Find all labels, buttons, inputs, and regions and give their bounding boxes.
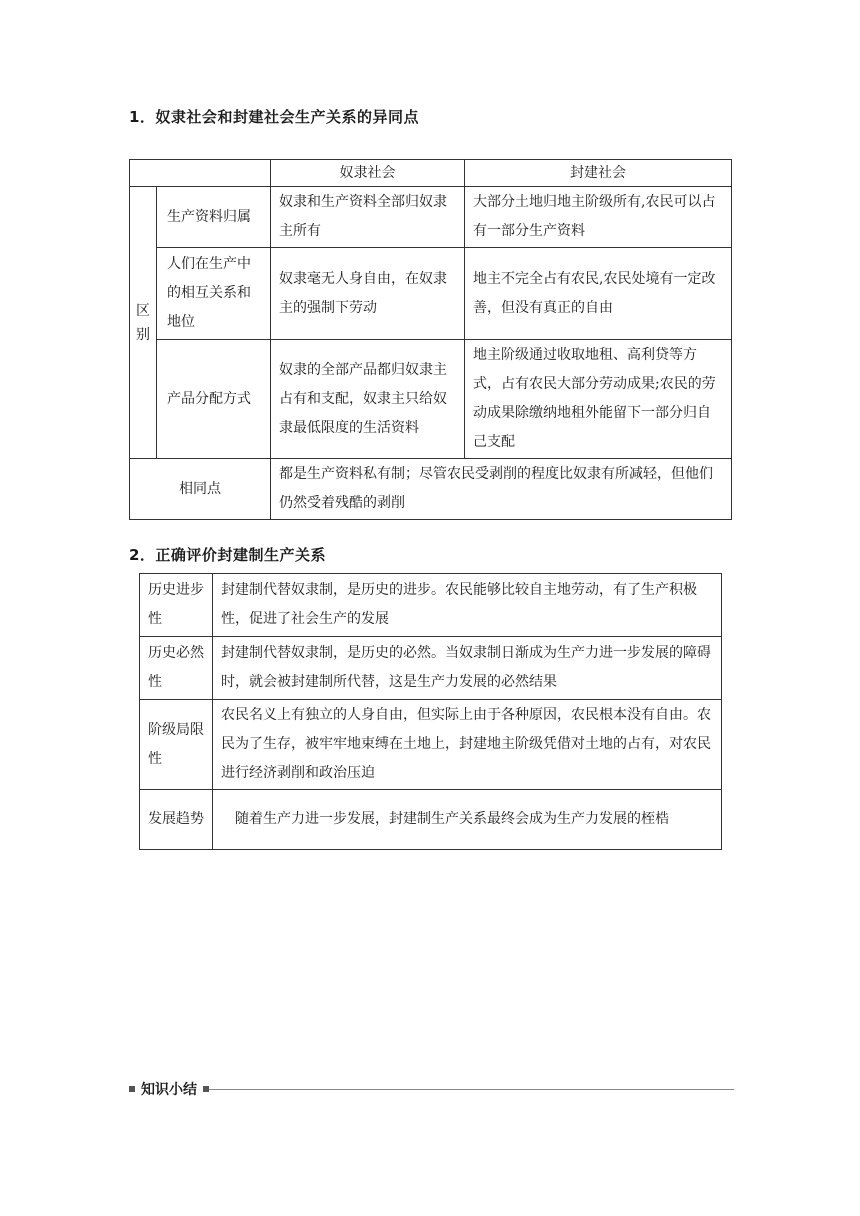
row-text: 农民名义上有独立的人身自由，但实际上由于各种原因，农民根本没有自由。农民为了生存，被牢牢地束缚在土地上，封建地主阶级凭借对土地的占有，对农民进行经济剥削和政治压迫 (213, 700, 722, 790)
row-label: 阶级局限性 (140, 700, 213, 790)
section2-heading: 2．正确评价封建制生产关系 (129, 546, 326, 564)
header-slave: 奴隶社会 (271, 160, 465, 187)
cell-slave: 奴隶和生产资料全部归奴隶主所有 (271, 187, 465, 248)
header-feudal: 封建社会 (465, 160, 732, 187)
table-row-same (130, 459, 732, 520)
row-label: 人们在生产中的相互关系和地位 (157, 248, 271, 340)
table-header-row (130, 160, 732, 187)
cell-feudal: 大部分土地归地主阶级所有,农民可以占有一部分生产资料 (465, 187, 732, 248)
same-label: 相同点 (130, 459, 271, 520)
square-bullet-icon (129, 1086, 135, 1092)
row-label: 生产资料归属 (157, 187, 271, 248)
table-row (130, 340, 732, 459)
table-row (130, 187, 732, 248)
header-empty-cell (130, 160, 271, 187)
summary-label: 知识小结 (141, 1082, 197, 1098)
row-label: 发展趋势 (140, 790, 213, 850)
cell-feudal: 地主不完全占有农民,农民处境有一定改善，但没有真正的自由 (465, 248, 732, 340)
table-row (130, 248, 732, 340)
row-text: 封建制代替奴隶制，是历史的必然。当奴隶制日渐成为生产力进一步发展的障碍时，就会被封建制所代替，这是生产力发展的必然结果 (213, 637, 722, 700)
cell-feudal: 地主阶级通过收取地租、高利贷等方式，占有农民大部分劳动成果;农民的劳动成果除缴纳地租外能留下一部分归自己支配 (465, 340, 732, 459)
cell-slave: 奴隶的全部产品都归奴隶主占有和支配，奴隶主只给奴隶最低限度的生活资料 (271, 340, 465, 459)
table-row (140, 700, 722, 790)
row-label: 历史必然性 (140, 637, 213, 700)
row-label: 产品分配方式 (157, 340, 271, 459)
summary-divider (129, 1079, 734, 1099)
table-row (140, 574, 722, 637)
row-text: 随着生产力进一步发展，封建制生产关系最终会成为生产力发展的桎梏 (213, 790, 722, 850)
cell-slave: 奴隶毫无人身自由，在奴隶主的强制下劳动 (271, 248, 465, 340)
row-label: 历史进步性 (140, 574, 213, 637)
table-row (140, 637, 722, 700)
evaluation-table (139, 573, 722, 850)
same-text: 都是生产资料私有制；尽管农民受剥削的程度比奴隶有所减轻，但他们仍然受着残酷的剥削 (271, 459, 732, 520)
row-text: 封建制代替奴隶制，是历史的进步。农民能够比较自主地劳动，有了生产积极性，促进了社会生产的发展 (213, 574, 722, 637)
section1-heading: 1．奴隶社会和封建社会生产关系的异同点 (129, 108, 419, 126)
divider-line (209, 1089, 734, 1090)
table-row (140, 790, 722, 850)
comparison-table (129, 159, 732, 520)
group-label-difference: 区 别 (130, 187, 157, 459)
